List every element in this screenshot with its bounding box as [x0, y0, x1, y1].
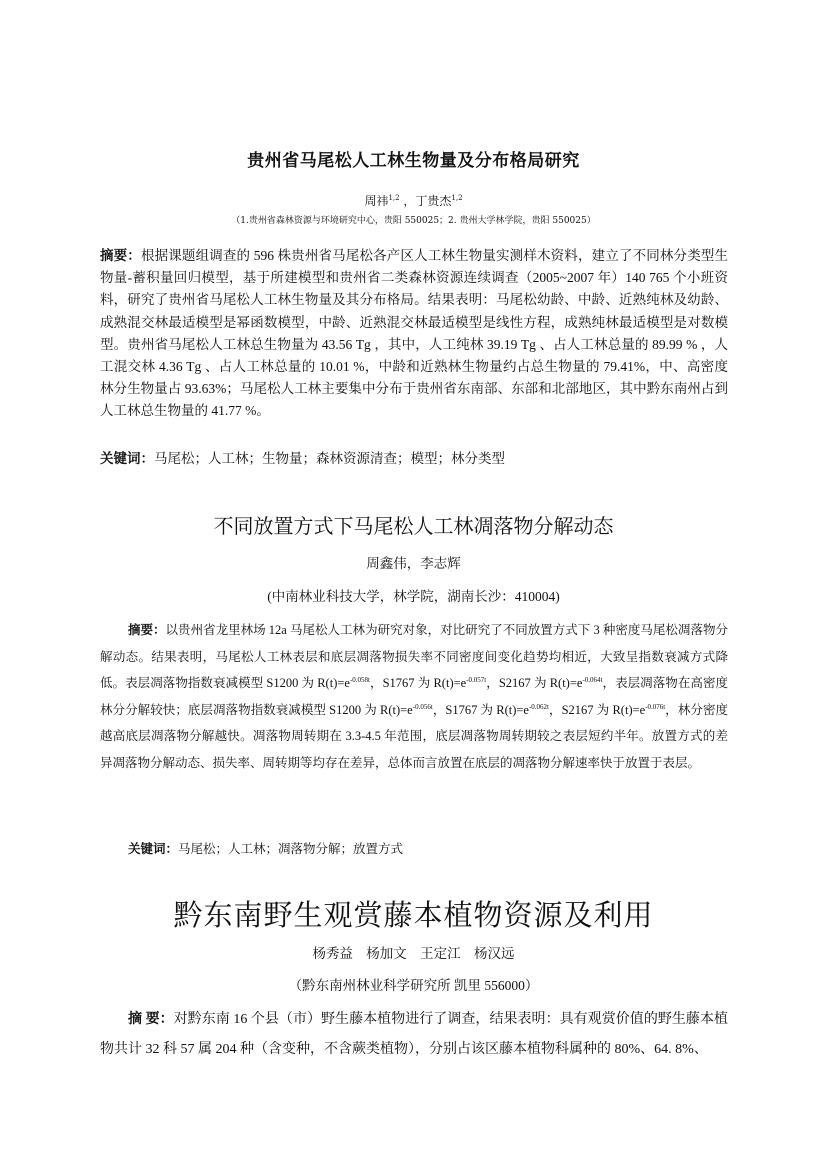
- article1-authors: [0, 192, 827, 209]
- article2-exponent-3: -0.064t: [582, 675, 603, 684]
- article1-keywords-label: 关键词：: [100, 451, 154, 466]
- article1-title: 贵州省马尾松人工林生物量及分布格局研究: [247, 151, 580, 171]
- article1-abstract: [100, 245, 728, 423]
- article2-authors: 周鑫伟，李志辉: [366, 556, 461, 571]
- article3-abstract-text: 对黔东南 16 个县（市）野生藤本植物进行了调查，结果表明：具有观赏价值的野生藤本植物共计 32 科 57 属 204 种（含变种，不含蕨类植物），分别占该区藤本植物科属种的 80%、64. 8%、: [100, 1012, 728, 1057]
- article2-abstract-seg7: ，林分密度越高底层凋落物分解越快。凋落物周转期在 3.3-4.5 年范围，底层凋落物周转期较之表层短约半年。放置方式的差异凋落物分解动态、损失率、周转期等均存在差异，总体而言放置在底层的凋落物分解速率快于放置于表层。: [100, 702, 728, 770]
- article2-abstract: [100, 617, 728, 776]
- article1-author2-affil-mark: 1,2: [451, 194, 463, 202]
- article2-exponent-4: -0.056t: [412, 702, 433, 711]
- article3-abstract-label: 摘 要：: [128, 1012, 174, 1027]
- article2-exponent-1: -0.058t: [349, 675, 370, 684]
- article1-author1-affil-mark: 1,2: [388, 194, 400, 202]
- article2-keywords: [128, 839, 728, 857]
- article2-abstract-seg3: ，S2167 为 R(t)=e: [486, 676, 583, 690]
- article2-abstract-seg5: ，S1767 为 R(t)=e: [432, 702, 529, 717]
- article2-abstract-seg6: ，S2167 为 R(t)=e: [549, 702, 646, 717]
- article1-abstract-label: 摘要：: [100, 248, 141, 263]
- article1-author1: 周祎: [364, 194, 389, 208]
- article1-affiliation: （1.贵州省森林资源与环境研究中心，贵阳 550025；2. 贵州大学林学院，贵阳 550025）: [231, 216, 596, 226]
- article2-abstract-seg4: ，表层凋落物在高密度林分分解较快；底层凋落物指数衰减模型 S1200 为 R(t)=e: [100, 676, 728, 717]
- article2-abstract-seg2: ，S1767 为 R(t)=e: [370, 676, 467, 690]
- article2-keywords-text: 马尾松；人工林；凋落物分解；放置方式: [178, 842, 404, 856]
- article2-abstract-label: 摘要：: [128, 623, 166, 637]
- article2-keywords-label: 关键词：: [128, 842, 179, 856]
- article2-affiliation: (中南林业科技大学，林学院，湖南长沙：410004): [267, 589, 560, 604]
- article2-exponent-6: -0.076t: [645, 702, 666, 711]
- article2-title: 不同放置方式下马尾松人工林凋落物分解动态: [213, 514, 614, 538]
- article2-exponent-2: -0.057t: [466, 675, 487, 684]
- article3-affiliation: （黔东南州林业科学研究所 凯里 556000）: [288, 978, 539, 993]
- article1-author2: ，丁贵杰: [399, 194, 452, 208]
- article3-authors: 杨秀益 杨加文 王定江 杨汉远: [312, 946, 515, 961]
- article2-exponent-5: -0.062t: [528, 702, 549, 711]
- article2-abstract-seg1: 以贵州省龙里林场 12a 马尾松人工林为研究对象，对比研究了不同放置方式下 3 种密度马尾松凋落物分解动态。结果表明，马尾松人工林表层和底层凋落物损失率不同密度间变化趋势均相近，大致呈指数衰减方式降低。表层凋落物指数衰减模型 S1200 为 R(t)=e: [100, 623, 728, 690]
- article1-abstract-text: 根据课题组调查的 596 株贵州省马尾松各产区人工林生物量实测样木资料，建立了不同林分类型生物量-蓄积量回归模型，基于所建模型和贵州省二类森林资源连续调查（2005~2007 年）140 765 个小班资料，研究了贵州省马尾松人工林生物量及其分布格局。结果表明：马尾松幼龄、中龄、近熟纯林及幼龄、成熟混交林最适模型是幂函数模型，中龄、近熟混交林最适模型是线性方程，成熟纯林最适模型是对数模型。贵州省马尾松人工林总生物量为 43.56 Tg ，其中，人工纯林 39.19 Tg 、占人工林总量的 89.99 % ，人工混交林 4.36 Tg 、占人工林总量的 10.01 %，中龄和近熟林生物量约占总生物量的 79.41%，中、高密度林分生物量占 93.63%；马尾松人工林主要集中分布于贵州省东南部、东部和北部地区，其中黔东南州占到人工林总生物量的 41.77 %。: [100, 248, 729, 419]
- article3-abstract: [100, 1005, 728, 1065]
- article1-keywords: [100, 447, 728, 467]
- article3-title: 黔东南野生观赏藤本植物资源及利用: [173, 898, 654, 932]
- article1-keywords-text: 马尾松；人工林；生物量；森林资源清查；模型；林分类型: [154, 451, 505, 466]
